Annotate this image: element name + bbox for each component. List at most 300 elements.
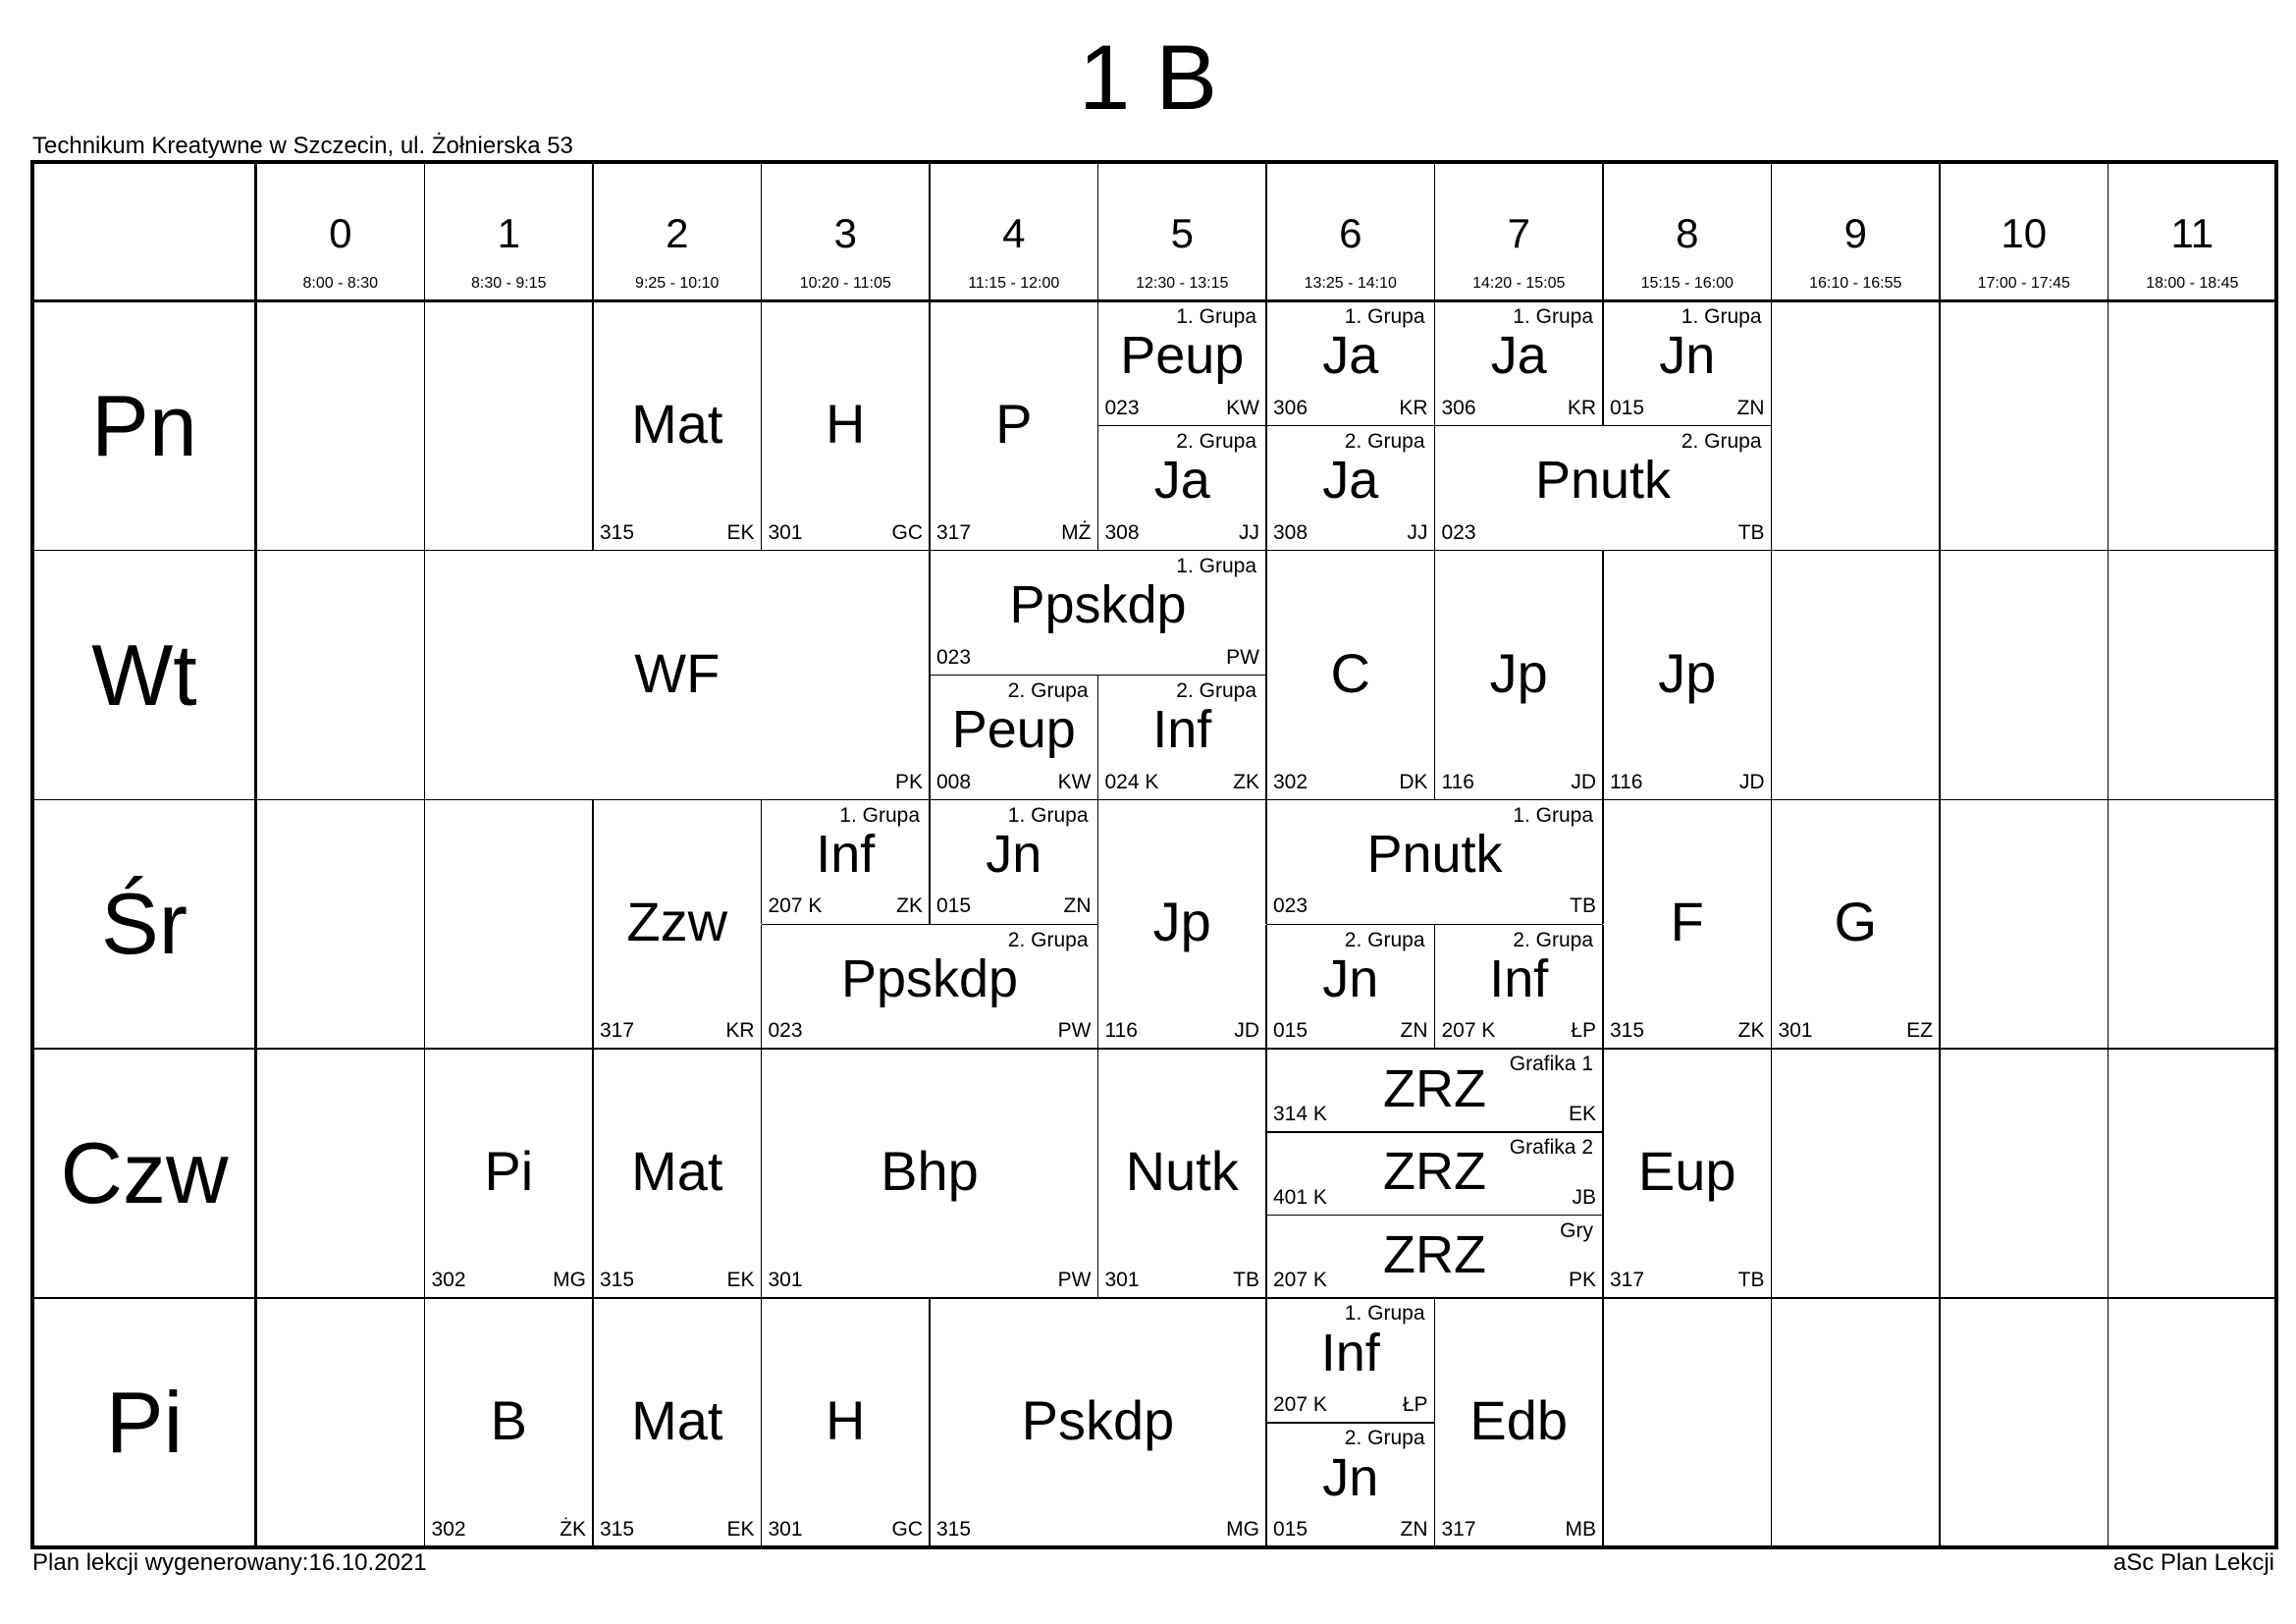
lesson-teacher: DK xyxy=(1399,770,1428,793)
lesson-room: 008 xyxy=(936,770,972,793)
lesson-teacher: MG xyxy=(553,1269,586,1292)
group-divider xyxy=(1435,425,1772,427)
cell-divider xyxy=(1265,800,1267,925)
period-number: 6 xyxy=(1339,210,1362,256)
cell-divider xyxy=(1097,301,1099,426)
period-header xyxy=(762,162,931,301)
lesson-teacher: PK xyxy=(894,770,923,793)
cell-divider xyxy=(1265,1298,1267,1423)
lesson-subject: Inf xyxy=(816,825,876,885)
lesson-room: 116 xyxy=(1610,770,1643,793)
lesson-teacher: ZN xyxy=(1736,396,1765,419)
lesson-subject: P xyxy=(995,392,1033,455)
cell-divider xyxy=(761,925,763,1050)
lesson-room: 207 K xyxy=(768,894,823,918)
lesson-cell[interactable] xyxy=(930,676,1098,800)
group-divider xyxy=(762,924,1098,926)
period-time: 9:25 - 10:10 xyxy=(635,275,720,292)
cell-divider xyxy=(1771,1049,1773,1298)
lesson-cell[interactable] xyxy=(1266,1132,1603,1216)
lesson-teacher: EK xyxy=(726,1269,755,1292)
day-row-line xyxy=(32,1048,2276,1050)
lesson-subject: Pskdp xyxy=(1021,1389,1175,1452)
lesson-group: 1. Grupa xyxy=(1513,305,1593,328)
lesson-cell[interactable] xyxy=(1603,1049,1772,1298)
school-name: Technikum Kreatywne w Szczecin, ul. Żołnierska 53 xyxy=(32,133,573,159)
lesson-teacher: ŁP xyxy=(1571,1019,1596,1043)
period-number: 10 xyxy=(2001,210,2048,256)
lesson-group: Grafika 2 xyxy=(1509,1136,1593,1159)
lesson-room: 317 xyxy=(1610,1269,1645,1292)
cell-divider xyxy=(592,1298,594,1547)
lesson-teacher: ZN xyxy=(1063,894,1092,918)
lesson-room: 116 xyxy=(1441,770,1474,793)
lesson-group: 2. Grupa xyxy=(1176,678,1256,702)
header-col-line xyxy=(761,162,763,301)
lesson-subject: Peup xyxy=(1120,326,1245,386)
cell-divider xyxy=(761,1298,763,1547)
lesson-group: 1. Grupa xyxy=(1344,305,1425,328)
lesson-cell[interactable] xyxy=(593,1298,762,1547)
lesson-teacher: JB xyxy=(1572,1185,1596,1209)
lesson-teacher: JD xyxy=(1571,770,1596,793)
cell-divider xyxy=(1434,1423,1436,1547)
lesson-teacher: KW xyxy=(1057,770,1092,793)
day-label: Śr xyxy=(101,875,187,973)
lesson-group: 1. Grupa xyxy=(1513,803,1593,827)
lesson-room: 301 xyxy=(768,1269,803,1292)
cell-divider xyxy=(1771,301,1773,426)
cell-divider xyxy=(1434,426,1436,551)
lesson-subject: ZRZ xyxy=(1383,1142,1486,1202)
lesson-room: 315 xyxy=(600,1269,635,1292)
lesson-cell[interactable] xyxy=(1266,426,1435,551)
lesson-subject: F xyxy=(1670,891,1704,953)
cell-divider xyxy=(1265,1423,1267,1547)
lesson-room: 023 xyxy=(768,1019,803,1043)
lesson-cell[interactable] xyxy=(1435,301,1604,426)
header-col-line xyxy=(2108,162,2109,301)
cell-divider xyxy=(1602,1216,1604,1299)
lesson-subject: B xyxy=(490,1389,527,1452)
cell-divider xyxy=(1771,551,1773,800)
lesson-teacher: EK xyxy=(726,1517,755,1541)
cell-divider xyxy=(1434,925,1436,1050)
lesson-teacher: TB xyxy=(1233,1269,1259,1292)
cell-divider xyxy=(2108,800,2109,1050)
lesson-cell[interactable] xyxy=(1266,800,1603,925)
cell-divider xyxy=(2108,1298,2109,1547)
group-divider xyxy=(1266,924,1435,926)
lesson-room: 015 xyxy=(1273,1019,1308,1043)
lesson-group: 1. Grupa xyxy=(1681,305,1762,328)
lesson-cell[interactable] xyxy=(1435,551,1604,800)
period-header xyxy=(930,162,1098,301)
lesson-cell[interactable] xyxy=(1098,301,1267,426)
cell-divider xyxy=(1602,1049,1604,1132)
lesson-room: 302 xyxy=(431,1269,466,1292)
lesson-teacher: EZ xyxy=(1906,1019,1933,1043)
lesson-cell[interactable] xyxy=(762,301,931,551)
lesson-subject: Eup xyxy=(1637,1140,1736,1203)
header-col-line xyxy=(1939,162,1941,301)
lesson-subject: Jn xyxy=(1659,326,1716,386)
cell-divider xyxy=(1265,1216,1267,1299)
lesson-subject: Zzw xyxy=(626,891,728,953)
lesson-teacher: ŻK xyxy=(560,1517,586,1541)
lesson-room: 207 K xyxy=(1441,1019,1496,1043)
lesson-subject: Pi xyxy=(484,1140,534,1203)
lesson-cell[interactable] xyxy=(593,301,762,551)
lesson-cell[interactable] xyxy=(1266,925,1435,1050)
cell-divider xyxy=(592,301,594,551)
lesson-subject: Inf xyxy=(1152,700,1212,760)
lesson-room: 308 xyxy=(1273,520,1308,544)
cell-divider xyxy=(424,551,426,800)
lesson-subject: Pnutk xyxy=(1366,825,1503,885)
lesson-subject: Jn xyxy=(1322,1447,1379,1507)
period-time: 13:25 - 14:10 xyxy=(1304,275,1397,292)
cell-divider xyxy=(1771,1298,1773,1547)
lesson-cell[interactable] xyxy=(593,800,762,1050)
lesson-subject: Inf xyxy=(1489,948,1549,1008)
lesson-cell[interactable] xyxy=(930,1298,1266,1547)
lesson-group: 2. Grupa xyxy=(1007,928,1089,951)
cell-divider xyxy=(1939,301,1941,551)
lesson-subject: Bhp xyxy=(881,1140,979,1203)
cell-divider xyxy=(761,1049,763,1298)
lesson-teacher: ZN xyxy=(1400,1019,1428,1043)
lesson-teacher: TB xyxy=(1570,894,1596,918)
cell-divider xyxy=(929,301,931,551)
lesson-group: 1. Grupa xyxy=(839,803,920,827)
period-number: 8 xyxy=(1676,210,1699,256)
lesson-subject: C xyxy=(1330,641,1370,704)
lesson-teacher: JJ xyxy=(1239,520,1259,544)
period-number: 11 xyxy=(2170,210,2215,256)
lesson-room: 301 xyxy=(768,1517,803,1541)
lesson-cell[interactable] xyxy=(1098,426,1267,551)
lesson-room: 315 xyxy=(600,520,635,544)
lesson-cell[interactable] xyxy=(1266,1216,1603,1299)
lesson-group: 2. Grupa xyxy=(1513,928,1593,951)
cell-divider xyxy=(1602,1298,1604,1547)
group-divider xyxy=(1266,1131,1603,1133)
period-time: 14:20 - 15:05 xyxy=(1472,275,1566,292)
lesson-subject: Mat xyxy=(631,1140,723,1203)
lesson-room: 306 xyxy=(1273,396,1308,419)
cell-divider xyxy=(1265,925,1267,1050)
period-number: 0 xyxy=(329,210,352,256)
lesson-cell[interactable] xyxy=(930,800,1098,925)
period-time: 8:00 - 8:30 xyxy=(302,275,378,292)
group-divider xyxy=(1098,425,1267,427)
day-label: Pi xyxy=(105,1374,184,1472)
lesson-cell[interactable] xyxy=(762,925,1098,1050)
lesson-room: 023 xyxy=(1273,894,1308,918)
lesson-cell[interactable] xyxy=(1266,1423,1435,1547)
cell-divider xyxy=(1097,426,1099,551)
lesson-room: 023 xyxy=(1104,396,1140,419)
lesson-cell[interactable] xyxy=(1603,800,1772,1050)
period-time: 8:30 - 9:15 xyxy=(471,275,547,292)
lesson-group: Grafika 1 xyxy=(1509,1053,1593,1076)
lesson-room: 317 xyxy=(600,1019,635,1043)
cell-divider xyxy=(1602,800,1604,925)
lesson-subject: ZRZ xyxy=(1383,1058,1486,1118)
cell-divider xyxy=(1939,1049,1941,1298)
lesson-cell[interactable] xyxy=(425,1049,594,1298)
cell-divider xyxy=(424,800,426,1050)
lesson-group: 2. Grupa xyxy=(1344,1427,1425,1450)
period-time: 16:10 - 16:55 xyxy=(1809,275,1902,292)
lesson-group: 2. Grupa xyxy=(1176,429,1256,453)
lesson-teacher: JD xyxy=(1738,770,1765,793)
lesson-teacher: ZK xyxy=(1233,770,1259,793)
lesson-teacher: PW xyxy=(1057,1269,1092,1292)
cell-divider xyxy=(1097,925,1099,1050)
cell-divider xyxy=(1602,1132,1604,1216)
lesson-subject: Ppskdp xyxy=(840,948,1019,1008)
cell-divider xyxy=(1939,551,1941,800)
lesson-cell[interactable] xyxy=(1603,551,1772,800)
lesson-subject: Peup xyxy=(951,700,1076,760)
lesson-cell[interactable] xyxy=(1098,800,1267,1050)
lesson-room: 207 K xyxy=(1273,1269,1327,1292)
period-time: 10:20 - 11:05 xyxy=(799,275,891,292)
lesson-room: 306 xyxy=(1441,396,1476,419)
lesson-subject: Mat xyxy=(631,1389,723,1452)
lesson-cell[interactable] xyxy=(425,551,931,800)
lesson-teacher: GC xyxy=(891,1517,923,1541)
cell-divider xyxy=(929,676,931,800)
lesson-cell[interactable] xyxy=(1266,551,1435,800)
lesson-room: 308 xyxy=(1104,520,1140,544)
cell-divider xyxy=(1265,1132,1267,1216)
cell-divider xyxy=(1265,426,1267,551)
lesson-teacher: TB xyxy=(1737,1269,1765,1292)
timetable-title: 1 B xyxy=(1078,26,1218,129)
lesson-room: 116 xyxy=(1104,1019,1138,1043)
lesson-subject: Edb xyxy=(1469,1389,1569,1452)
lesson-teacher: MŻ xyxy=(1061,520,1092,544)
cell-divider xyxy=(1265,551,1267,676)
lesson-subject: Pnutk xyxy=(1534,451,1672,511)
group-divider xyxy=(1098,675,1267,677)
day-label: Pn xyxy=(91,376,197,474)
lesson-room: 315 xyxy=(1610,1019,1645,1043)
lesson-room: 302 xyxy=(1273,770,1308,793)
day-label: Czw xyxy=(60,1124,229,1222)
lesson-group: 2. Grupa xyxy=(1344,429,1425,453)
period-number: 7 xyxy=(1507,210,1530,256)
lesson-room: 315 xyxy=(936,1517,972,1541)
cell-divider xyxy=(929,1298,931,1547)
lesson-group: 1. Grupa xyxy=(1176,305,1256,328)
lesson-teacher: MG xyxy=(1226,1517,1259,1541)
lesson-cell[interactable] xyxy=(1098,1049,1267,1298)
cell-divider xyxy=(1097,800,1099,925)
lesson-room: 314 K xyxy=(1273,1102,1327,1125)
cell-divider xyxy=(1097,676,1099,800)
lesson-room: 317 xyxy=(936,520,972,544)
period-header xyxy=(1266,162,1435,301)
lesson-teacher: EK xyxy=(726,520,755,544)
day-column-separator xyxy=(254,162,257,1547)
lesson-subject: WF xyxy=(634,641,721,704)
lesson-cell[interactable] xyxy=(425,1298,594,1547)
lesson-subject: Ja xyxy=(1322,326,1379,386)
lesson-group: 2. Grupa xyxy=(1344,928,1425,951)
period-number: 9 xyxy=(1843,210,1867,256)
lesson-cell[interactable] xyxy=(762,1298,931,1547)
group-divider xyxy=(1266,1422,1435,1424)
lesson-room: 401 K xyxy=(1273,1185,1327,1209)
lesson-cell[interactable] xyxy=(930,551,1266,676)
lesson-cell[interactable] xyxy=(930,301,1098,551)
cell-divider xyxy=(2108,551,2109,800)
lesson-subject: G xyxy=(1834,891,1878,953)
lesson-teacher: KR xyxy=(1567,396,1596,419)
lesson-subject: Jp xyxy=(1152,891,1211,953)
lesson-teacher: GC xyxy=(891,520,923,544)
cell-divider xyxy=(2108,301,2109,551)
lesson-room: 207 K xyxy=(1273,1393,1327,1417)
lesson-cell[interactable] xyxy=(1772,800,1941,1050)
lesson-room: 317 xyxy=(1441,1517,1476,1541)
lesson-cell[interactable] xyxy=(593,1049,762,1298)
lesson-room: 015 xyxy=(936,894,972,918)
cell-divider xyxy=(592,1049,594,1298)
lesson-cell[interactable] xyxy=(1435,1298,1604,1547)
cell-divider xyxy=(2108,1049,2109,1298)
lesson-cell[interactable] xyxy=(1603,301,1772,426)
lesson-subject: H xyxy=(826,392,866,455)
lesson-teacher: ZK xyxy=(1737,1019,1765,1043)
period-number: 4 xyxy=(1002,210,1026,256)
lesson-teacher: TB xyxy=(1737,520,1765,544)
lesson-cell[interactable] xyxy=(1435,426,1772,551)
lesson-teacher: ZK xyxy=(896,894,923,918)
lesson-subject: Mat xyxy=(631,392,723,455)
lesson-group: 1. Grupa xyxy=(1344,1302,1425,1326)
cell-divider xyxy=(592,800,594,1050)
lesson-group: Gry xyxy=(1560,1218,1593,1242)
lesson-subject: Nutk xyxy=(1125,1140,1239,1203)
lesson-teacher: KW xyxy=(1226,396,1259,419)
lesson-subject: ZRZ xyxy=(1383,1224,1486,1284)
period-time: 15:15 - 16:00 xyxy=(1640,275,1734,292)
header-col-line xyxy=(1602,162,1604,301)
header-col-line xyxy=(929,162,931,301)
lesson-cell[interactable] xyxy=(1266,1049,1603,1132)
cell-divider xyxy=(424,1049,426,1298)
lesson-subject: Jp xyxy=(1658,641,1717,704)
lesson-teacher: PW xyxy=(1057,1019,1092,1043)
generated-date: Plan lekcji wygenerowany:16.10.2021 xyxy=(32,1549,427,1576)
period-number: 1 xyxy=(497,210,520,256)
lesson-subject: Ja xyxy=(1322,451,1379,511)
lesson-teacher: PW xyxy=(1226,645,1259,669)
day-row-line xyxy=(32,1297,2276,1299)
app-credit: aSc Plan Lekcji xyxy=(2112,1549,2274,1576)
cell-divider xyxy=(1434,551,1436,800)
lesson-teacher: KR xyxy=(1399,396,1428,419)
lesson-room: 301 xyxy=(768,520,803,544)
period-header xyxy=(1940,162,2109,301)
period-header xyxy=(1098,162,1267,301)
lesson-cell[interactable] xyxy=(1266,301,1435,426)
lesson-group: 1. Grupa xyxy=(1176,554,1256,577)
cell-divider xyxy=(424,1298,426,1547)
lesson-subject: Jp xyxy=(1489,641,1548,704)
cell-divider xyxy=(1097,1049,1099,1298)
period-header xyxy=(1772,162,1941,301)
period-header xyxy=(1435,162,1604,301)
group-divider xyxy=(1266,1215,1603,1217)
lesson-subject: Ja xyxy=(1490,326,1547,386)
cell-divider xyxy=(1265,1049,1267,1132)
cell-divider xyxy=(761,800,763,925)
period-header xyxy=(425,162,594,301)
lesson-subject: H xyxy=(826,1389,866,1452)
lesson-cell[interactable] xyxy=(762,800,931,925)
lesson-teacher: JD xyxy=(1234,1019,1259,1043)
group-divider xyxy=(1266,425,1435,427)
cell-divider xyxy=(1771,800,1773,1050)
lesson-room: 015 xyxy=(1273,1517,1308,1541)
cell-divider xyxy=(1434,301,1436,426)
lesson-teacher: KR xyxy=(725,1019,755,1043)
lesson-teacher: ZN xyxy=(1400,1517,1428,1541)
lesson-teacher: PK xyxy=(1568,1269,1596,1292)
period-header xyxy=(256,162,425,301)
header-separator xyxy=(32,299,2276,302)
lesson-room: 015 xyxy=(1610,396,1645,419)
frame-right xyxy=(2274,160,2278,1549)
day-row-line xyxy=(32,550,2276,552)
lesson-room: 023 xyxy=(936,645,972,669)
cell-divider xyxy=(1434,1298,1436,1423)
group-divider xyxy=(930,675,1098,677)
lesson-teacher: EK xyxy=(1568,1102,1596,1125)
header-col-line xyxy=(592,162,594,301)
period-number: 3 xyxy=(833,210,857,256)
lesson-room: 315 xyxy=(600,1517,635,1541)
lesson-room: 023 xyxy=(1441,520,1476,544)
header-col-line xyxy=(1434,162,1436,301)
lesson-teacher: JJ xyxy=(1407,520,1428,544)
lesson-cell[interactable] xyxy=(1098,676,1267,800)
lesson-subject: Jn xyxy=(986,825,1042,885)
lesson-cell[interactable] xyxy=(762,1049,1098,1298)
period-number: 2 xyxy=(666,210,689,256)
cell-divider xyxy=(1939,1298,1941,1547)
lesson-room: 302 xyxy=(431,1517,466,1541)
header-col-line xyxy=(1265,162,1267,301)
cell-divider xyxy=(761,301,763,551)
period-header xyxy=(2109,162,2277,301)
cell-divider xyxy=(1602,551,1604,800)
header-col-line xyxy=(1771,162,1773,301)
cell-divider xyxy=(929,551,931,676)
lesson-cell[interactable] xyxy=(1266,1298,1435,1423)
cell-divider xyxy=(1602,925,1604,1050)
day-row-line xyxy=(32,799,2276,801)
period-time: 18:00 - 18:45 xyxy=(2146,275,2239,292)
lesson-subject: Ja xyxy=(1153,451,1210,511)
lesson-cell[interactable] xyxy=(1435,925,1604,1050)
